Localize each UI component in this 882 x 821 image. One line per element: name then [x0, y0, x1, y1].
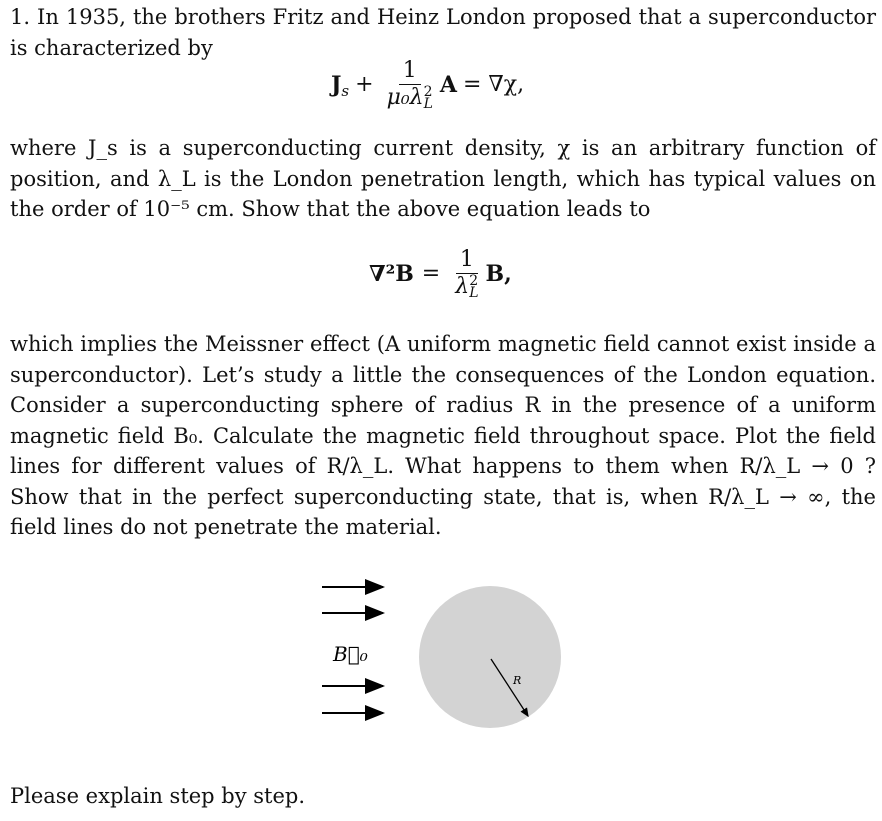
js-subscript: s	[341, 81, 350, 100]
eq1-denominator: μ₀λ 2 L	[386, 84, 433, 112]
paragraph-3-text: which implies the Meissner effect (A uniform magnetic field cannot exist inside a superconductor). Let’s study a little the consequences of the London equation. Consider a superconducting sphere of radius R in the presence of a uniform magnetic field B₀. Calculate the magnetic field throughout space. Plot the field lines for different values of R/λ_L. What happens to them when R/λ_L → 0 ? Show that in the perfect superconducting state, that is, when R/λ_L → ∞, the field lines do not penetrate the material.	[10, 332, 876, 539]
problem-number: 1.	[10, 5, 31, 29]
eq2-denominator: λ 2 L	[455, 273, 479, 301]
field-label: B⃗₀	[333, 642, 368, 666]
paragraph-2-text: where J_s is a superconducting current density, χ is an arbitrary function of position, and λ_L is the London penetration length, which has typical values on the order of 10⁻⁵ cm. Show that the above equation leads to	[10, 136, 876, 221]
js-symbol: J	[331, 71, 342, 98]
eq2-rhs: B,	[485, 260, 512, 287]
laplacian-b: ∇²B	[369, 260, 414, 287]
a-symbol: A	[439, 71, 457, 98]
superconducting-sphere	[419, 586, 561, 728]
closing-instruction: Please explain step by step.	[10, 784, 306, 808]
eq2-equals: =	[421, 261, 441, 286]
intro-text: In 1935, the brothers Fritz and Heinz London proposed that a superconductor is characterized by	[10, 5, 876, 60]
radius-label: R	[513, 674, 522, 687]
eq1-numerator: 1	[399, 58, 421, 85]
plus-sign: +	[355, 72, 374, 97]
eq2-numerator: 1	[456, 247, 478, 274]
eq1-rhs: = ∇χ,	[463, 72, 525, 97]
